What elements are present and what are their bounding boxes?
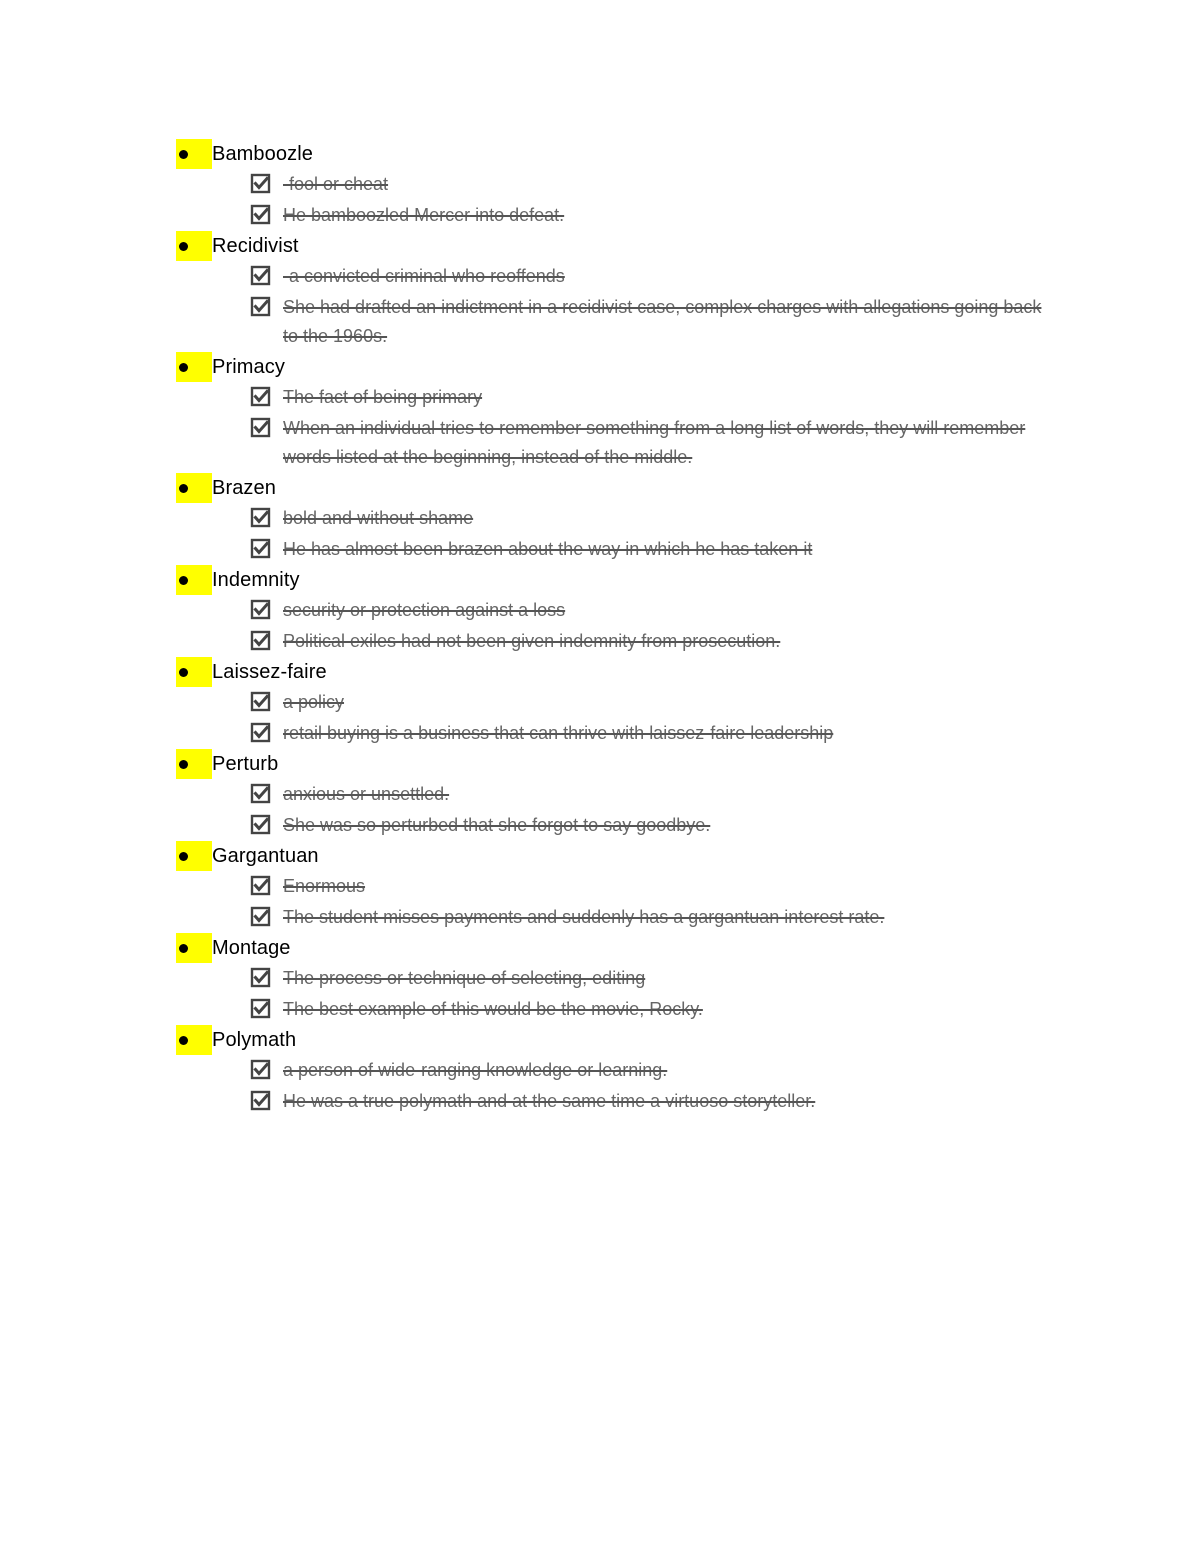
term-label: Recidivist xyxy=(212,235,299,257)
highlighted-bullet xyxy=(176,657,212,687)
term-label: Montage xyxy=(212,937,291,959)
checked-checkbox-icon[interactable] xyxy=(250,814,272,836)
checked-checkbox-icon[interactable] xyxy=(250,722,272,744)
bullet-dot-icon xyxy=(179,576,188,585)
vocab-term-item xyxy=(176,565,1076,657)
checked-checkbox-icon[interactable] xyxy=(250,173,272,195)
struck-note-text: The fact of being primary xyxy=(283,387,483,407)
bullet-dot-icon xyxy=(179,363,188,372)
checklist-item xyxy=(176,626,1076,657)
struck-note-text: -a convicted criminal who reoffends xyxy=(283,266,565,286)
term-notes xyxy=(176,779,1076,841)
checklist-item xyxy=(176,503,1076,534)
checklist-item xyxy=(176,261,1076,292)
checklist-item xyxy=(176,902,1076,933)
checklist-item xyxy=(176,200,1076,231)
checked-checkbox-icon[interactable] xyxy=(250,630,272,652)
struck-note-text: When an individual tries to remember something from a long list of words, they will remember words listed at the beginning, instead of the middle. xyxy=(283,418,1026,467)
highlighted-bullet xyxy=(176,473,212,503)
checklist-item xyxy=(176,779,1076,810)
checked-checkbox-icon[interactable] xyxy=(250,538,272,560)
term-notes xyxy=(176,169,1076,231)
term-notes xyxy=(176,382,1076,473)
checklist-item xyxy=(176,687,1076,718)
term-notes xyxy=(176,963,1076,1025)
term-row xyxy=(176,139,1076,169)
term-label: Brazen xyxy=(212,477,276,499)
bullet-dot-icon xyxy=(179,150,188,159)
term-label: Laissez-faire xyxy=(212,661,327,683)
checked-checkbox-icon[interactable] xyxy=(250,507,272,529)
checked-checkbox-icon[interactable] xyxy=(250,204,272,226)
checked-checkbox-icon[interactable] xyxy=(250,691,272,713)
highlighted-bullet xyxy=(176,565,212,595)
term-notes xyxy=(176,595,1076,657)
vocab-term-item xyxy=(176,841,1076,933)
term-label: Primacy xyxy=(212,356,285,378)
checked-checkbox-icon[interactable] xyxy=(250,599,272,621)
term-notes xyxy=(176,261,1076,352)
term-label: Indemnity xyxy=(212,569,300,591)
struck-note-text: He bamboozled Mercer into defeat. xyxy=(283,205,565,225)
vocab-term-item xyxy=(176,352,1076,473)
term-label: Polymath xyxy=(212,1029,297,1051)
checked-checkbox-icon[interactable] xyxy=(250,417,272,439)
struck-note-text: a policy xyxy=(283,692,345,712)
term-row xyxy=(176,933,1076,963)
vocab-term-item xyxy=(176,657,1076,749)
checklist-item xyxy=(176,292,1076,352)
checklist-item xyxy=(176,382,1076,413)
checked-checkbox-icon[interactable] xyxy=(250,265,272,287)
checked-checkbox-icon[interactable] xyxy=(250,1059,272,1081)
highlighted-bullet xyxy=(176,749,212,779)
struck-note-text: The student misses payments and suddenly has a gargantuan interest rate. xyxy=(283,907,885,927)
term-label: Bamboozle xyxy=(212,143,313,165)
bullet-dot-icon xyxy=(179,668,188,677)
term-notes xyxy=(176,503,1076,565)
struck-note-text: bold and without shame xyxy=(283,508,474,528)
struck-note-text: retail buying is a business that can thrive with laissez-faire leadership xyxy=(283,723,834,743)
highlighted-bullet xyxy=(176,231,212,261)
vocabulary-list xyxy=(176,139,1076,1117)
vocab-term-item xyxy=(176,473,1076,565)
checked-checkbox-icon[interactable] xyxy=(250,1090,272,1112)
checked-checkbox-icon[interactable] xyxy=(250,906,272,928)
term-row xyxy=(176,565,1076,595)
struck-note-text: a person of wide-ranging knowledge or learning. xyxy=(283,1060,668,1080)
term-row xyxy=(176,352,1076,382)
checklist-item xyxy=(176,169,1076,200)
struck-note-text: The process or technique of selecting, editing xyxy=(283,968,646,988)
bullet-dot-icon xyxy=(179,484,188,493)
struck-note-text: She was so perturbed that she forgot to say goodbye. xyxy=(283,815,711,835)
struck-note-text: He was a true polymath and at the same time a virtuoso storyteller. xyxy=(283,1091,816,1111)
term-notes xyxy=(176,687,1076,749)
vocab-term-item xyxy=(176,231,1076,352)
struck-note-text: security or protection against a loss xyxy=(283,600,566,620)
vocab-term-item xyxy=(176,139,1076,231)
highlighted-bullet xyxy=(176,841,212,871)
checked-checkbox-icon[interactable] xyxy=(250,875,272,897)
checklist-item xyxy=(176,1055,1076,1086)
vocab-term-item xyxy=(176,749,1076,841)
highlighted-bullet xyxy=(176,1025,212,1055)
checked-checkbox-icon[interactable] xyxy=(250,386,272,408)
vocab-term-item xyxy=(176,933,1076,1025)
highlighted-bullet xyxy=(176,139,212,169)
checked-checkbox-icon[interactable] xyxy=(250,296,272,318)
term-label: Gargantuan xyxy=(212,845,319,867)
checklist-item xyxy=(176,595,1076,626)
term-row xyxy=(176,657,1076,687)
checklist-item xyxy=(176,963,1076,994)
term-row xyxy=(176,231,1076,261)
checklist-item xyxy=(176,1086,1076,1117)
checked-checkbox-icon[interactable] xyxy=(250,998,272,1020)
bullet-dot-icon xyxy=(179,944,188,953)
term-row xyxy=(176,473,1076,503)
term-label: Perturb xyxy=(212,753,279,775)
bullet-dot-icon xyxy=(179,760,188,769)
checklist-item xyxy=(176,534,1076,565)
bullet-dot-icon xyxy=(179,1036,188,1045)
struck-note-text: Enormous xyxy=(283,876,366,896)
term-notes xyxy=(176,871,1076,933)
highlighted-bullet xyxy=(176,352,212,382)
checklist-item xyxy=(176,871,1076,902)
bullet-dot-icon xyxy=(179,852,188,861)
struck-note-text: anxious or unsettled. xyxy=(283,784,450,804)
vocab-term-item xyxy=(176,1025,1076,1117)
term-notes xyxy=(176,1055,1076,1117)
checklist-item xyxy=(176,718,1076,749)
struck-note-text: She had drafted an indictment in a recidivist case, complex charges with allegations going back to the 1960s. xyxy=(283,297,1042,346)
checklist-item xyxy=(176,994,1076,1025)
bullet-dot-icon xyxy=(179,242,188,251)
term-row xyxy=(176,841,1076,871)
struck-note-text: -fool or cheat xyxy=(283,174,389,194)
checked-checkbox-icon[interactable] xyxy=(250,783,272,805)
checked-checkbox-icon[interactable] xyxy=(250,967,272,989)
highlighted-bullet xyxy=(176,933,212,963)
checklist-item xyxy=(176,810,1076,841)
term-row xyxy=(176,1025,1076,1055)
struck-note-text: The best example of this would be the movie, Rocky. xyxy=(283,999,703,1019)
term-row xyxy=(176,749,1076,779)
struck-note-text: Political exiles had not been given indemnity from prosecution. xyxy=(283,631,781,651)
struck-note-text: He has almost been brazen about the way in which he has taken it xyxy=(283,539,813,559)
checklist-item xyxy=(176,413,1076,473)
